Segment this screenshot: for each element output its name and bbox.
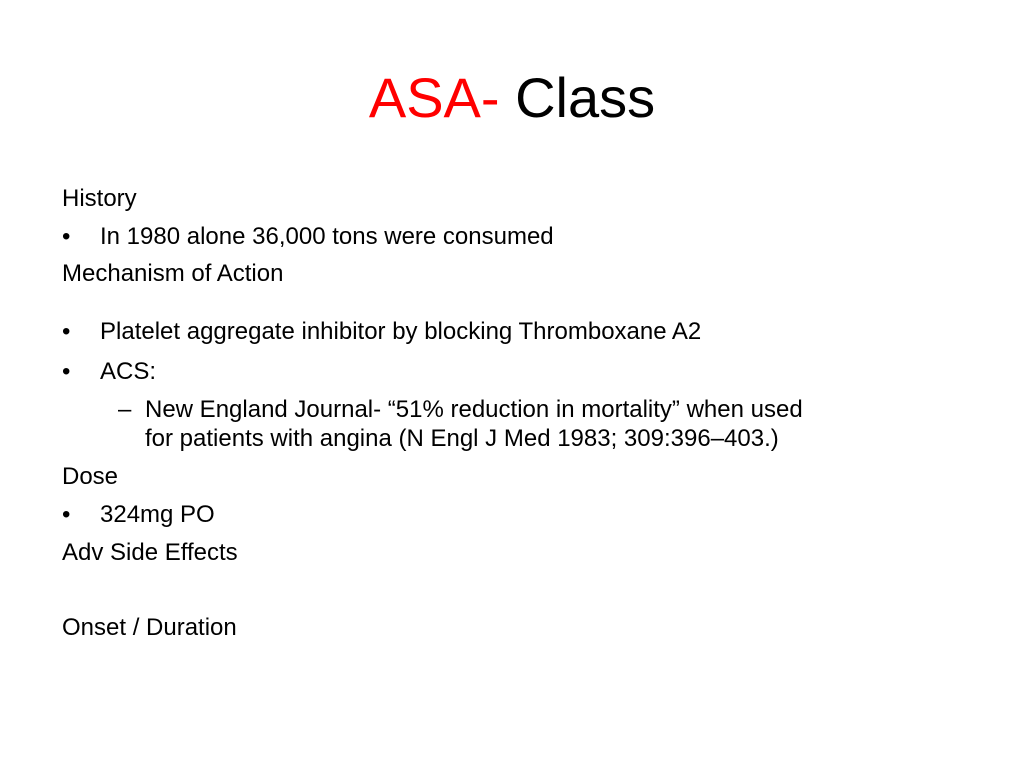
bullet-icon: •	[62, 501, 71, 528]
mechanism-bullet-1: Platelet aggregate inhibitor by blocking Thromboxane A2	[100, 318, 702, 345]
adverse-effects-heading: Adv Side Effects	[62, 539, 238, 566]
history-bullet: In 1980 alone 36,000 tons were consumed	[100, 223, 554, 250]
acs-sub-line-2: for patients with angina (N Engl J Med 1983; 309:396–403.)	[145, 425, 779, 452]
mechanism-bullet-2: ACS:	[100, 358, 157, 385]
bullet-icon: •	[62, 318, 71, 345]
bullet-icon: •	[62, 223, 71, 250]
title-main: Class	[515, 66, 656, 129]
mechanism-heading: Mechanism of Action	[62, 260, 284, 287]
history-heading: History	[62, 185, 137, 212]
dash-icon: –	[118, 396, 132, 423]
dose-heading: Dose	[62, 463, 119, 490]
dose-bullet: 324mg PO	[100, 501, 215, 528]
title-accent: ASA-	[368, 66, 500, 129]
acs-sub-line-1: New England Journal- “51% reduction in mortality” when used	[145, 396, 803, 423]
onset-duration-heading: Onset / Duration	[62, 614, 237, 641]
slide-title	[0, 66, 1024, 130]
bullet-icon: •	[62, 358, 71, 385]
